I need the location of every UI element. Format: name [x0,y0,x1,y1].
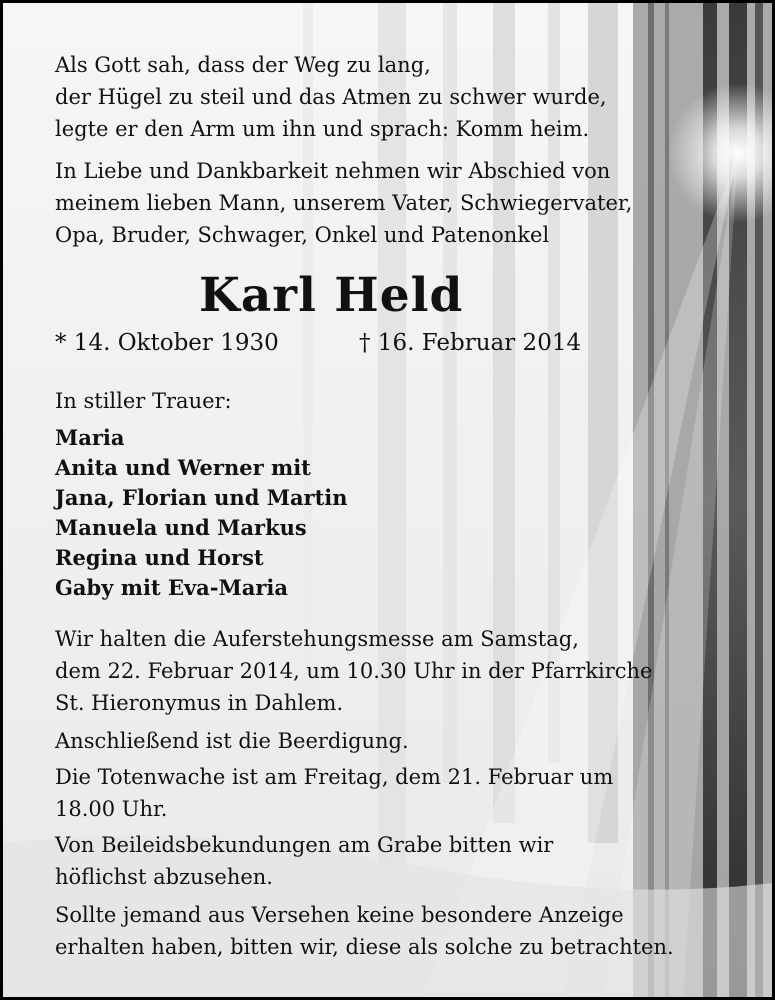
intro-line: meinem lieben Mann, unserem Vater, Schwiegervater, [55,191,633,215]
mourner: Gaby mit Eva-Maria [55,575,288,600]
poem-line: legte er den Arm um ihn und sprach: Komm heim. [55,117,590,141]
mass-line: dem 22. Februar 2014, um 10.30 Uhr in der Pfarrkirche [55,659,653,683]
poem-line: Als Gott sah, dass der Weg zu lang, [55,53,431,77]
mourning-label-text: In stiller Trauer: [55,389,232,413]
wake-line: 18.00 Uhr. [55,797,168,821]
poem [55,49,607,145]
intro-line: In Liebe und Dankbarkeit nehmen wir Abschied von [55,159,611,183]
closing-note [55,899,674,963]
burial-line: Anschließend ist die Beerdigung. [55,729,409,753]
mass-line: St. Hieronymus in Dahlem. [55,691,344,715]
condolence-line: Von Beileidsbekundungen am Grabe bitten wir [55,833,554,857]
mourner: Regina und Horst [55,545,264,570]
mass-line: Wir halten die Auferstehungsmesse am Samstag, [55,627,579,651]
condolence-line: höflichst abzusehen. [55,865,273,889]
burial-info [55,725,409,757]
wake-info [55,761,613,825]
deceased-name: Karl Held [199,268,464,323]
intro-text [55,155,632,251]
mourner: Maria [55,425,125,450]
condolence-note [55,829,553,893]
mourner: Anita und Werner mit [55,455,311,480]
mourner: Jana, Florian und Martin [55,485,348,510]
mourners-list [55,423,348,603]
mass-info [55,623,652,719]
closing-line: erhalten haben, bitten wir, diese als solche zu betrachten. [55,935,674,959]
death-date: † 16. Februar 2014 [359,330,582,356]
poem-line: der Hügel zu steil und das Atmen zu schwer wurde, [55,85,607,109]
birth-date: * 14. Oktober 1930 [55,330,279,356]
intro-line: Opa, Bruder, Schwager, Onkel und Patenonkel [55,223,550,247]
wake-line: Die Totenwache ist am Freitag, dem 21. Februar um [55,765,614,789]
mourning-label [55,385,232,417]
closing-line: Sollte jemand aus Versehen keine besondere Anzeige [55,903,624,927]
mourner: Manuela und Markus [55,515,307,540]
